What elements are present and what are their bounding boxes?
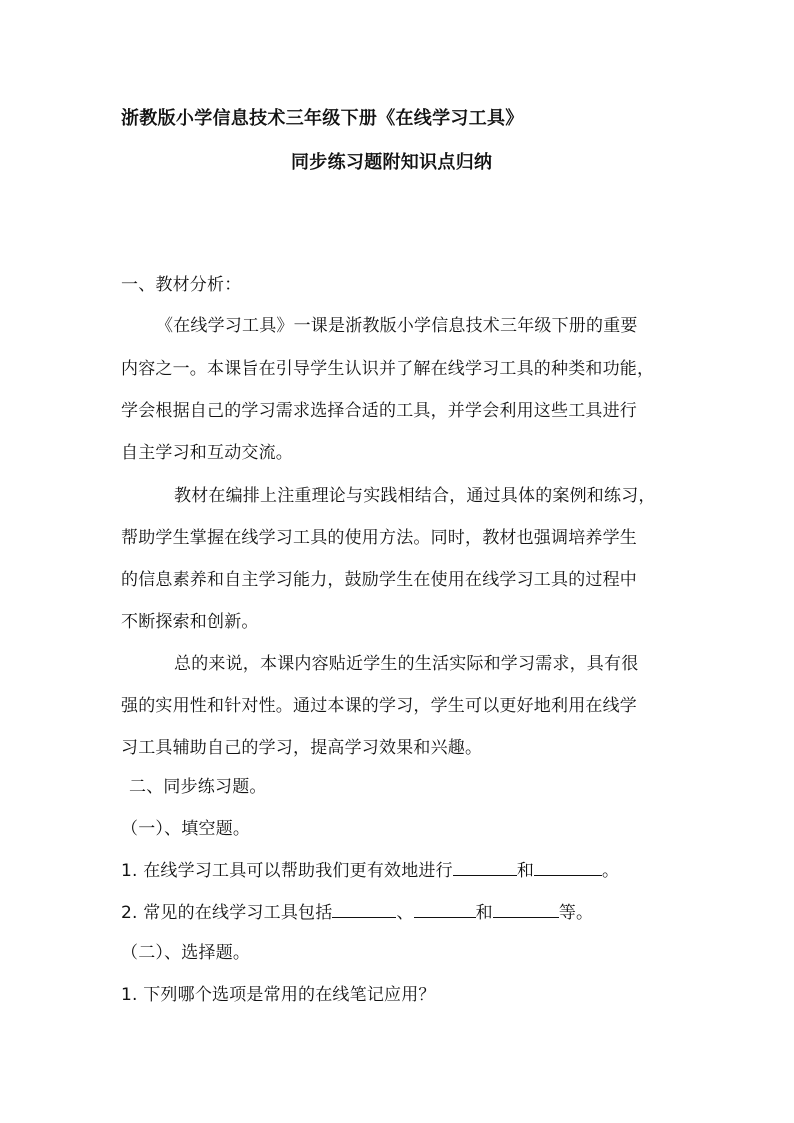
fill-in-question-2-separator: 、 — [396, 903, 414, 923]
section-heading-textbook-analysis: 一、教材分析： — [121, 275, 242, 295]
section-heading-practice-questions: 二、同步练习题。 — [129, 777, 267, 797]
paragraph-1-line-3: 学会根据自己的学习需求选择合适的工具，并学会利用这些工具进行 — [121, 401, 637, 421]
fill-in-question-1 — [121, 857, 619, 883]
fill-in-question-1-connector: 和 — [516, 861, 535, 881]
paragraph-3-line-3: 习工具辅助自己的学习，提高学习效果和兴趣。 — [121, 738, 483, 758]
answer-blank[interactable] — [332, 899, 396, 918]
paragraph-1-line-4: 自主学习和互动交流。 — [121, 443, 293, 463]
fill-in-question-2-connector: 和 — [475, 903, 493, 923]
fill-in-question-2-text: 2. 常见的在线学习工具包括 — [121, 903, 333, 923]
paragraph-2-line-2: 帮助学生掌握在线学习工具的使用方法。同时，教材也强调培养学生 — [121, 528, 637, 548]
choice-question-1: 1. 下列哪个选项是常用的在线笔记应用？ — [121, 985, 436, 1005]
answer-blank[interactable] — [453, 857, 517, 876]
paragraph-2-line-1: 教材在编排上注重理论与实践相结合，通过具体的案例和练习， — [174, 486, 656, 506]
document-title-line-1: 浙教版小学信息技术三年级下册《在线学习工具》 — [121, 108, 524, 129]
document-title-line-2: 同步练习题附知识点归纳 — [291, 152, 493, 173]
fill-in-question-1-text: 1. 在线学习工具可以帮助我们更有效地进行 — [121, 861, 453, 881]
fill-in-question-2 — [121, 899, 593, 925]
paragraph-2-line-3: 的信息素养和自主学习能力，鼓励学生在使用在线学习工具的过程中 — [121, 570, 637, 590]
paragraph-1-line-2: 内容之一。本课旨在引导学生认识并了解在线学习工具的种类和功能， — [121, 359, 655, 379]
paragraph-3-line-1: 总的来说，本课内容贴近学生的生活实际和学习需求，具有很 — [174, 654, 639, 674]
paragraph-3-line-2: 强的实用性和针对性。通过本课的学习，学生可以更好地利用在线学 — [121, 696, 637, 716]
fill-in-question-1-end: 。 — [602, 861, 620, 881]
answer-blank[interactable] — [493, 899, 559, 918]
answer-blank[interactable] — [534, 857, 602, 876]
paragraph-2-line-4: 不断探索和创新。 — [121, 612, 259, 632]
part-heading-fill-in-blanks: （一）、填空题。 — [121, 819, 251, 839]
paragraph-1-line-1: 《在线学习工具》一课是浙教版小学信息技术三年级下册的重要 — [156, 316, 638, 336]
fill-in-question-2-end: 等。 — [558, 903, 594, 923]
part-heading-multiple-choice: （二）、选择题。 — [121, 943, 251, 963]
answer-blank[interactable] — [414, 899, 476, 918]
